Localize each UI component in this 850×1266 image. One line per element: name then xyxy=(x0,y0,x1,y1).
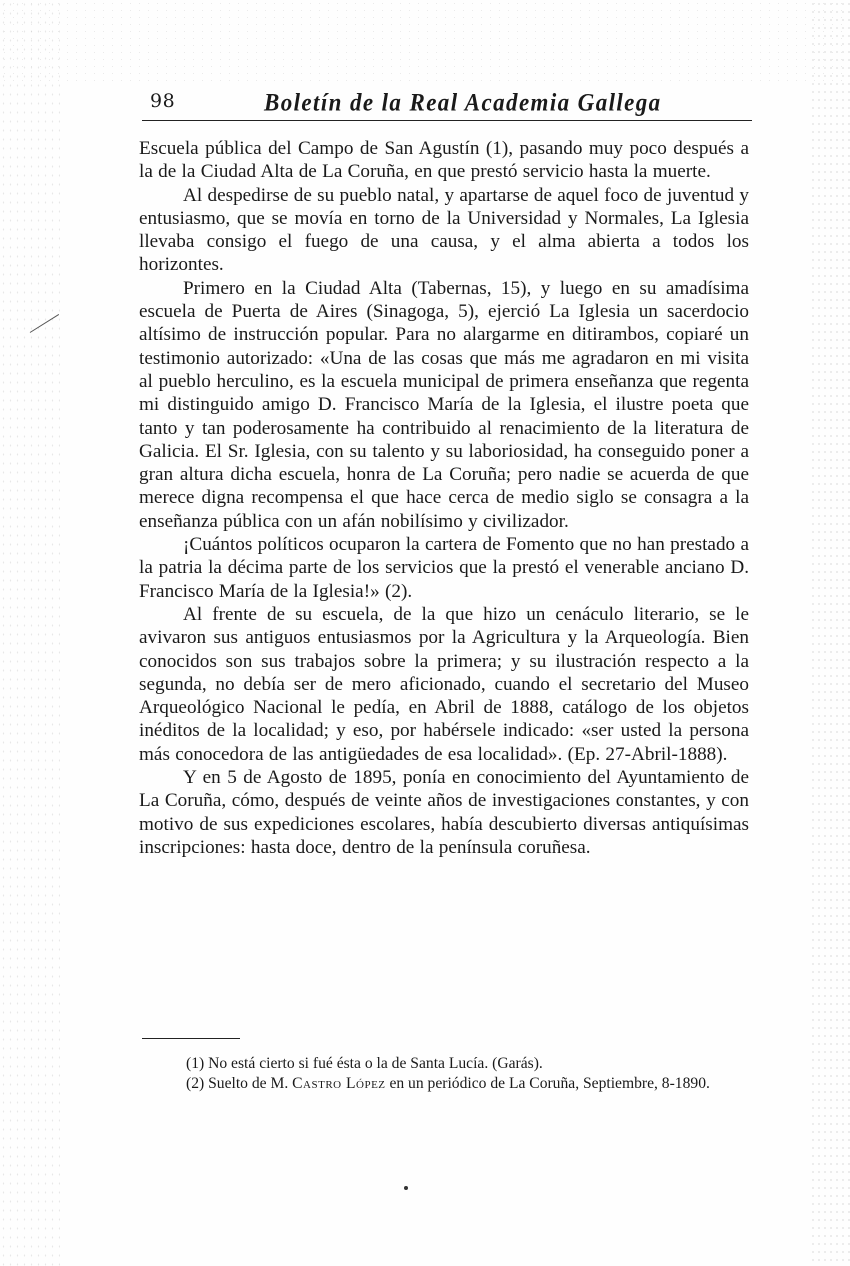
page-number: 98 xyxy=(150,90,176,112)
footnote-1-text: No está cierto si fué ésta o la de Santa Lucía. (Garás). xyxy=(208,1055,543,1072)
scan-noise-right xyxy=(810,0,850,1266)
footnote-1-marker: (1) xyxy=(186,1055,205,1072)
paragraph-3: Primero en la Ciudad Alta (Tabernas, 15), y luego en su amadísima escuela de Puerta de Aires (Sinagoga, 5), ejerció La Iglesia un sacerdocio altísimo de instrucción popular. Para no alargarme en ditirambos, copiaré un testimonio autorizado: «Una de las cosas que más me agradaron en mi visita al pueblo herculino, es la escuela municipal de primera enseñanza que regenta mi distinguido amigo D. Francisco María de la Iglesia, el ilustre poeta que tanto y tan poderosamente ha contribuido al renacimiento de la literatura de Galicia. El Sr. Iglesia, con su talento y su laboriosidad, ha conseguido poner a gran altura dicha escuela, honra de La Coruña; pero nadie se acuerda de que merece digna recompensa el que hace cerca de medio siglo se consagra a la enseñanza pública con un afán nobilísimo y civilizador. xyxy=(139,277,749,532)
scan-dot xyxy=(404,1186,408,1190)
footnotes xyxy=(142,1054,752,1093)
paragraph-6: Y en 5 de Agosto de 1895, ponía en conocimiento del Ayuntamiento de La Coruña, cómo, después de veinte años de investigaciones constantes, y con motivo de sus expediciones escolares, había descubierto diversas antiquísimas inscripciones: hasta doce, dentro de la península coruñesa. xyxy=(139,767,749,858)
footnote-2-author: Castro López xyxy=(292,1074,386,1092)
footnote-2-post: en un periódico de La Coruña, Septiembre, 8-1890. xyxy=(389,1074,710,1092)
footnote-2 xyxy=(142,1074,752,1094)
body-text xyxy=(139,137,749,859)
paragraph-2: Al despedirse de su pueblo natal, y apartarse de aquel foco de juventud y entusiasmo, que se movía en torno de la Universidad y Normales, La Iglesia llevaba consigo el fuego de una causa, y el alma abierta a todos los horizontes. xyxy=(139,184,749,276)
running-title: Boletín de la Real Academia Gallega xyxy=(264,88,662,116)
paragraph-1: Escuela pública del Campo de San Agustín (1), pasando muy poco después a la de la Ciudad Alta de La Coruña, en que prestó servicio hasta la muerte. xyxy=(139,138,749,183)
scan-noise-left xyxy=(0,0,60,1266)
footnote-1 xyxy=(142,1054,752,1074)
footnote-rule xyxy=(142,1038,240,1039)
paragraph-5: Al frente de su escuela, de la que hizo un cenáculo literario, se le avivaron sus antiguos entusiasmos por la Agricultura y la Arqueología. Bien conocidos son sus trabajos sobre la primera; y su ilustración respecto a la segunda, no debía ser de mero aficionado, cuando el secretario del Museo Arqueológico Nacional le pedía, en Abril de 1888, catálogo de los objetos inéditos de la localidad; y eso, por habérsele indicado: «ser usted la persona más conocedora de las antigüedades de esa localidad». (Ep. 27-Abril-1888). xyxy=(139,603,749,765)
paragraph-4: ¡Cuántos políticos ocuparon la cartera de Fomento que no han prestado a la patria la décima parte de los servicios que la prestó el venerable anciano D. Francisco María de la Iglesia!» (2). xyxy=(139,534,749,602)
footnote-2-marker: (2) xyxy=(186,1074,205,1092)
header-rule xyxy=(142,120,752,121)
scan-noise-top xyxy=(0,0,850,85)
footnote-2-pre: Suelto de M. xyxy=(208,1074,289,1092)
page-header xyxy=(142,86,752,120)
